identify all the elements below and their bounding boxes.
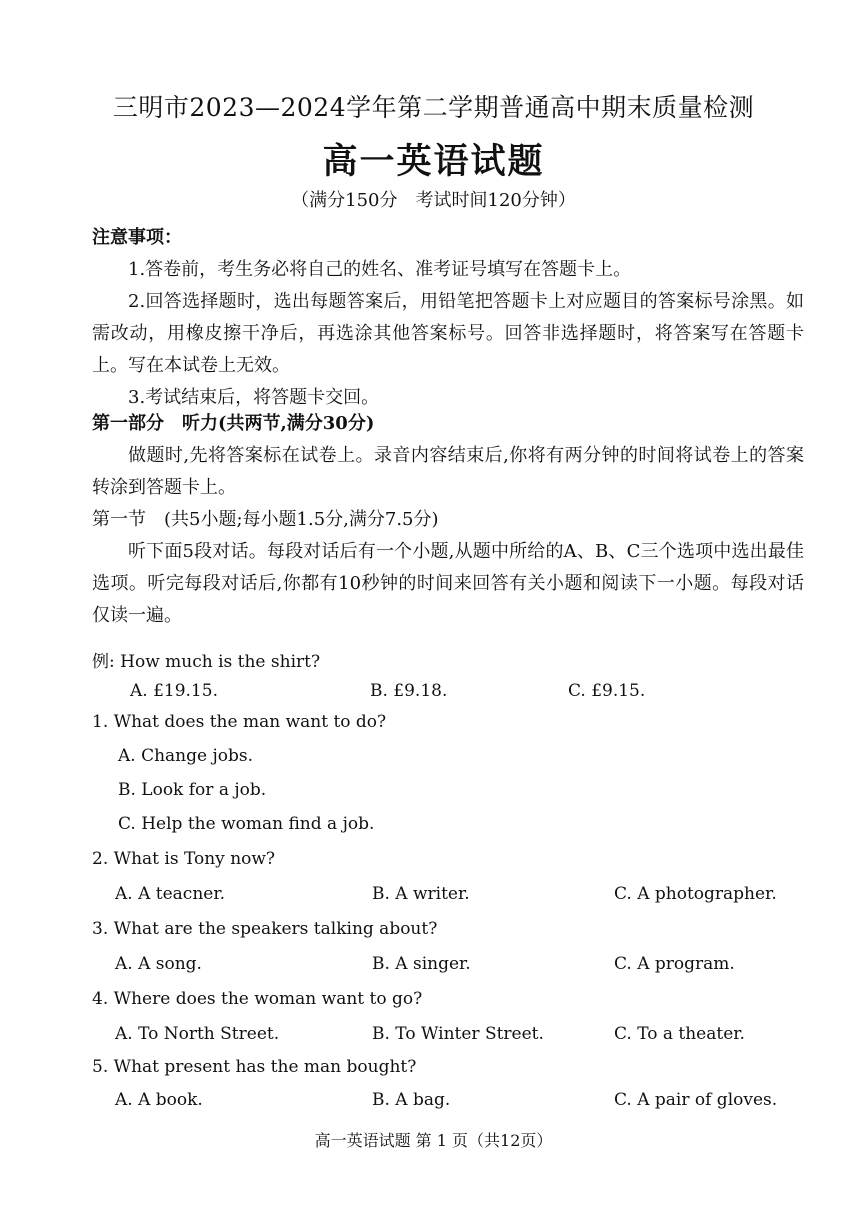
example-option-b: B. £9.18. xyxy=(370,681,448,701)
question-1-option-a: A. Change jobs. xyxy=(118,746,253,766)
exam-title: 三明市2023—2024学年第二学期普通高中期末质量检测 xyxy=(112,93,755,122)
section1-heading: 第一节 (共5小题;每小题1.5分,满分7.5分) xyxy=(92,509,439,530)
note-item-3: 3.考试结束后，将答题卡交回。 xyxy=(128,387,380,408)
note-item-2: 2.回答选择题时，选出每题答案后，用铅笔把答题卡上对应题目的答案标号涂黑。如需改动，用橡皮擦干净后，再选涂其他答案标号。回答非选择题时，将答案写在答题卡上。写在本试卷上无效。 xyxy=(92,291,804,376)
question-1-option-b: B. Look for a job. xyxy=(118,780,267,800)
question-4-option-c: C. To a theater. xyxy=(614,1024,745,1044)
question-2: 2. What is Tony now? xyxy=(92,849,276,869)
question-1: 1. What does the man want to do? xyxy=(92,712,387,732)
example-option-a: A. £19.15. xyxy=(130,681,218,701)
section1-instruction: 听下面5段对话。每段对话后有一个小题,从题中所给的A、B、C三个选项中选出最佳选项。听完每段对话后,你都有10秒钟的时间来回答有关小题和阅读下一小题。每段对话仅读一遍。 xyxy=(92,541,804,626)
question-5-option-b: B. A bag. xyxy=(372,1090,451,1110)
score-info: （满分150分 考试时间120分钟） xyxy=(291,190,576,211)
subject-title: 高一英语试题 xyxy=(322,141,545,182)
question-5-option-a: A. A book. xyxy=(115,1090,203,1110)
notes-section xyxy=(92,222,804,414)
question-3: 3. What are the speakers talking about? xyxy=(92,919,438,939)
question-2-option-a: A. A teacner. xyxy=(115,884,225,904)
notes-heading: 注意事项： xyxy=(92,227,182,248)
question-3-option-a: A. A song. xyxy=(115,954,202,974)
question-5: 5. What present has the man bought? xyxy=(92,1057,417,1077)
example-question: 例: How much is the shirt? xyxy=(92,652,321,672)
question-2-option-c: C. A photographer. xyxy=(614,884,777,904)
question-1-option-c: C. Help the woman find a job. xyxy=(118,814,375,834)
question-3-option-c: C. A program. xyxy=(614,954,735,974)
question-4-option-b: B. To Winter Street. xyxy=(372,1024,544,1044)
page-footer: 高一英语试题 第 1 页（共12页） xyxy=(314,1131,553,1150)
part1-heading: 第一部分 听力(共两节,满分30分) xyxy=(92,413,375,434)
part1-section xyxy=(92,408,804,632)
part1-instruction: 做题时,先将答案标在试卷上。录音内容结束后,你将有两分钟的时间将试卷上的答案转涂到答题卡上。 xyxy=(92,445,804,498)
note-item-1: 1.答卷前，考生务必将自己的姓名、准考证号填写在答题卡上。 xyxy=(128,259,632,280)
example-option-c: C. £9.15. xyxy=(568,681,646,701)
question-2-option-b: B. A writer. xyxy=(372,884,470,904)
question-5-option-c: C. A pair of gloves. xyxy=(614,1090,778,1110)
question-3-option-b: B. A singer. xyxy=(372,954,471,974)
question-4-option-a: A. To North Street. xyxy=(115,1024,280,1044)
question-4: 4. Where does the woman want to go? xyxy=(92,989,423,1009)
